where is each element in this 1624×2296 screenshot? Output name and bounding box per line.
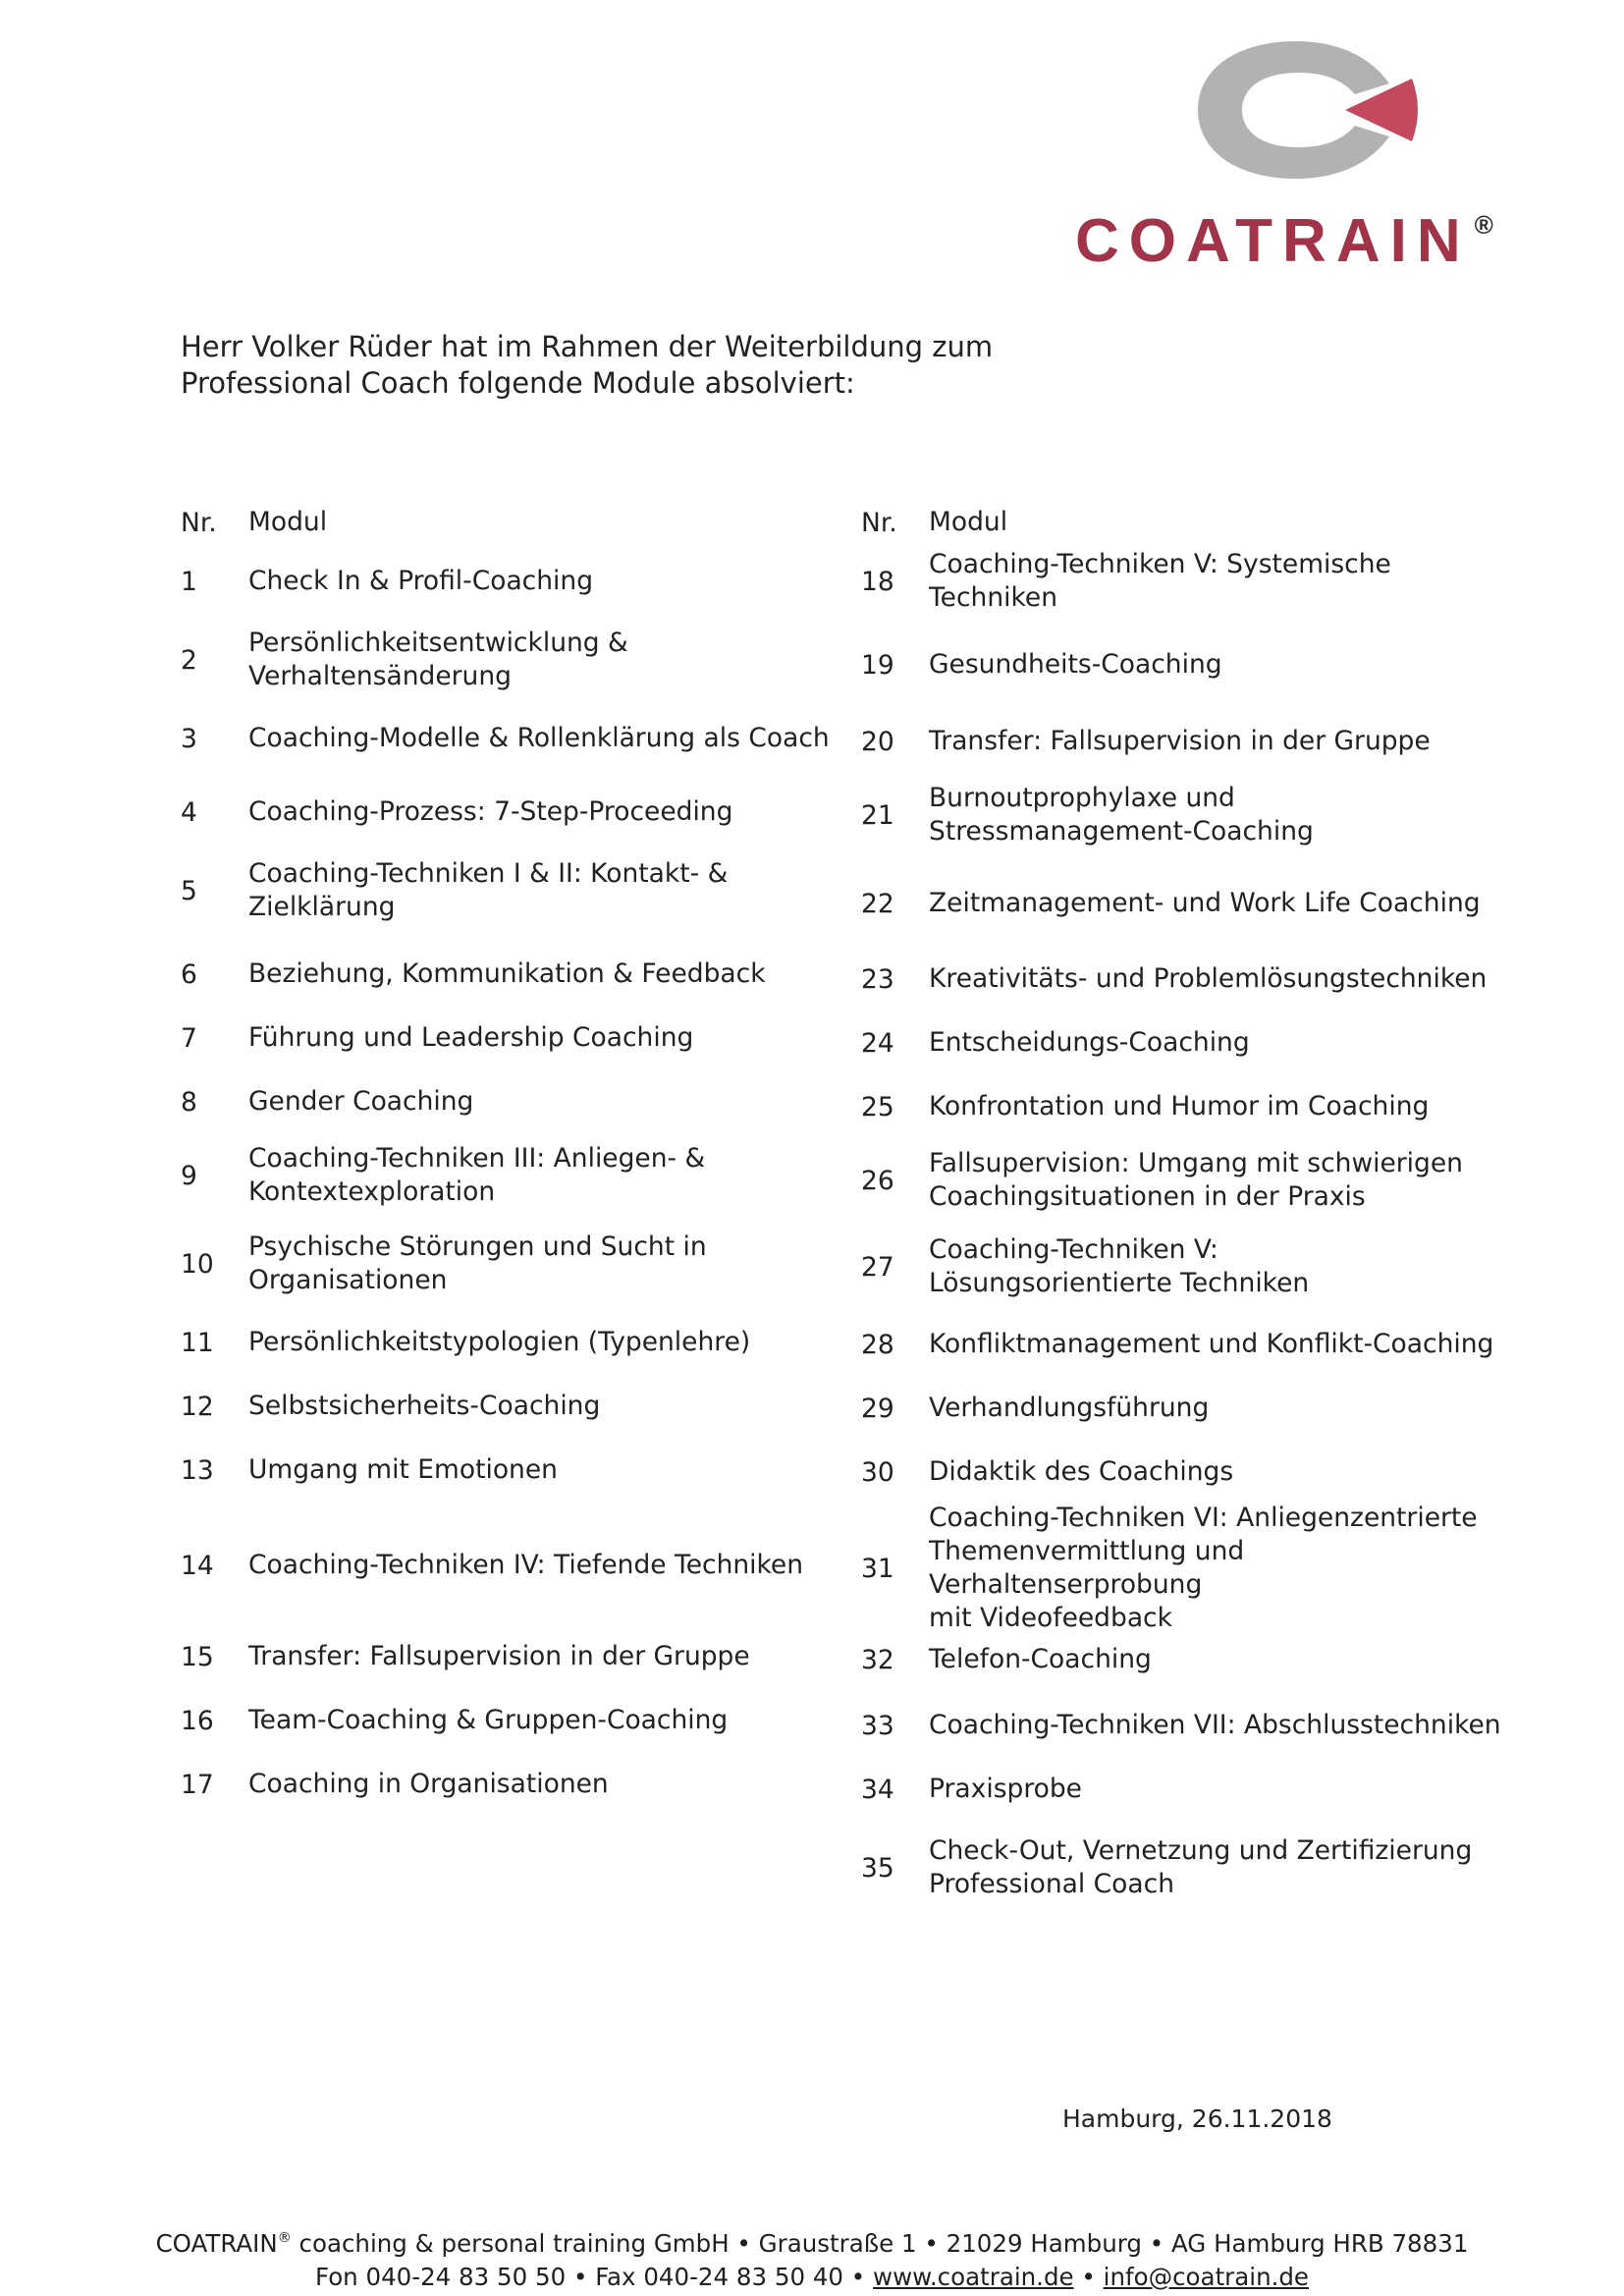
module-number: 14 [181,1550,214,1581]
module-number: 29 [861,1393,894,1424]
module-title [929,782,1509,848]
module-title-line: Fallsupervision: Umgang mit schwierigen [929,1148,1463,1178]
module-title [929,962,1509,996]
table-row [181,1549,848,1582]
module-title [248,1230,848,1297]
header-modul: Modul [248,507,328,537]
module-title-line: Kreativitäts- und Problemlösungstechniken [929,963,1488,994]
module-title [929,1834,1509,1901]
module-number: 27 [861,1251,894,1283]
module-title-line: Zeitmanagement- und Work Life Coaching [929,888,1481,918]
table-row [861,1709,1509,1742]
table-row [181,1326,848,1359]
table-row [181,1768,848,1801]
table-row [861,1643,1509,1676]
table-row [181,1085,848,1119]
table-row [181,1142,848,1209]
table-row [861,782,1509,848]
table-row [181,1390,848,1423]
module-title-line: Praxisprobe [929,1774,1082,1804]
table-row [861,1147,1509,1214]
table-row [181,1453,848,1487]
table-row [181,1021,848,1055]
date-place: Hamburg, 26.11.2018 [1062,2105,1332,2133]
module-title-line: Coaching-Techniken VII: Abschlusstechniken [929,1710,1501,1740]
module-number: 32 [861,1644,894,1675]
module-number: 24 [861,1027,894,1059]
module-title-line: Telefon-Coaching [929,1644,1152,1674]
module-number: 19 [861,649,894,681]
table-row [861,648,1509,682]
table-row [861,1834,1509,1901]
module-title-line: Coaching-Techniken V: [929,1234,1218,1265]
footer-brand: COATRAIN [155,2229,278,2258]
module-title [929,548,1509,615]
logo-wordmark-text: COATRAIN [1075,207,1471,275]
module-title-line: Coaching-Techniken I & II: Kontakt- & [248,858,729,889]
module-number: 8 [181,1086,197,1118]
module-title-line: Gender Coaching [248,1086,474,1117]
module-title-line: Didaktik des Coachings [929,1456,1234,1487]
website-link[interactable]: www.coatrain.de [873,2263,1074,2291]
table-row [861,1773,1509,1806]
module-title-line: Burnoutprophylaxe und [929,783,1235,813]
module-number: 26 [861,1165,894,1196]
module-title [929,1773,1509,1806]
module-title-line: Konfliktmanagement und Konflikt-Coaching [929,1329,1494,1359]
table-row [861,725,1509,758]
module-number: 4 [181,796,197,828]
module-title [929,1392,1509,1425]
table-row [181,957,848,991]
footer-line-2 [0,2261,1624,2294]
module-title-line: Psychische Störungen und Sucht in [248,1231,707,1262]
module-number: 22 [861,888,894,919]
module-number: 33 [861,1710,894,1741]
logo-mark-icon [1188,39,1424,187]
header-nr: Nr. [181,507,217,538]
table-row [181,627,848,693]
module-number: 20 [861,726,894,757]
header-modul: Modul [929,507,1008,537]
table-header [861,503,1509,542]
table-row [861,1233,1509,1300]
footer-company-details: coaching & personal training GmbH • Graustraße 1 • 21029 Hamburg • AG Hamburg HRB 78831 [291,2229,1469,2258]
table-row [181,857,848,924]
module-title [248,795,848,829]
module-title [248,722,848,755]
module-number: 5 [181,875,197,906]
module-number: 3 [181,723,197,754]
module-title-line: Persönlichkeitsentwicklung & [248,628,628,658]
intro-line-2: Professional Coach folgende Module absolviert: [181,366,855,400]
intro-text [181,329,1064,402]
module-title [929,1026,1509,1060]
table-row [861,1090,1509,1123]
table-row [181,1230,848,1297]
table-row [861,1328,1509,1361]
module-title-line: Coaching-Modelle & Rollenklärung als Coach [248,723,830,753]
module-title-line: Transfer: Fallsupervision in der Gruppe [248,1641,750,1671]
module-title [929,1328,1509,1361]
module-title [929,1455,1509,1489]
footer-separator: • [1073,2263,1104,2291]
module-title-line: Kontextexploration [248,1176,496,1207]
module-number: 12 [181,1391,214,1422]
module-title [929,1233,1509,1300]
module-title-line: Coaching-Prozess: 7-Step-Proceeding [248,796,733,827]
logo-wordmark [1075,206,1493,276]
module-title-line: Selbstsicherheits-Coaching [248,1391,601,1421]
table-row [861,549,1509,613]
module-number: 17 [181,1769,214,1800]
module-title-line: Beziehung, Kommunikation & Feedback [248,958,766,989]
module-title [929,887,1509,920]
module-title [248,627,848,693]
module-title [929,1147,1509,1214]
module-number: 13 [181,1454,214,1486]
module-number: 21 [861,799,894,831]
module-number: 1 [181,566,197,597]
module-title-line: Check In & Profil-Coaching [248,566,594,596]
module-title-line: Coaching-Techniken IV: Tiefende Techniken [248,1550,804,1580]
module-title [248,1390,848,1423]
table-row [181,1704,848,1737]
module-title-line: Organisationen [248,1265,448,1295]
module-title-line: Lösungsorientierte Techniken [929,1268,1310,1298]
module-title [929,648,1509,682]
module-title-line: Entscheidungs-Coaching [929,1027,1250,1058]
module-title-line: Themenvermittlung und Verhaltenserprobung [929,1536,1245,1600]
module-number: 34 [861,1774,894,1805]
coatrain-logo [1070,39,1542,275]
email-link[interactable]: info@coatrain.de [1103,2263,1310,2291]
module-title [248,1549,848,1582]
module-number: 35 [861,1852,894,1884]
table-row [861,1392,1509,1425]
module-number: 9 [181,1160,197,1191]
module-title-line: Coaching-Techniken III: Anliegen- & [248,1143,706,1174]
module-number: 30 [861,1456,894,1488]
table-row [861,887,1509,920]
module-number: 6 [181,958,197,990]
footer [0,2221,1624,2294]
module-title [929,1502,1509,1635]
module-title [248,1021,848,1055]
module-title [248,1704,848,1737]
table-row [181,1640,848,1673]
module-title [248,1453,848,1487]
module-title-line: Stressmanagement-Coaching [929,816,1314,847]
module-title [248,857,848,924]
module-title-line: Gesundheits-Coaching [929,649,1222,680]
module-title [248,1326,848,1359]
module-title [929,1709,1509,1742]
module-title-line: Team-Coaching & Gruppen-Coaching [248,1705,729,1735]
module-title-line: Coaching-Techniken V: Systemische Techniken [929,549,1391,613]
table-row [861,962,1509,996]
module-number: 18 [861,566,894,597]
module-title-line: Verhandlungsführung [929,1393,1210,1423]
intro-line-1: Herr Volker Rüder hat im Rahmen der Weiterbildung zum [181,330,994,363]
table-header [181,503,848,542]
logo-registered-mark: ® [1474,210,1493,240]
module-number: 25 [861,1091,894,1122]
table-row [181,565,848,598]
module-number: 16 [181,1705,214,1736]
module-title-line: Professional Coach [929,1869,1175,1899]
table-row [861,1026,1509,1060]
module-number: 31 [861,1553,894,1584]
module-number: 7 [181,1022,197,1054]
module-title [248,957,848,991]
footer-line-1 [0,2221,1624,2261]
module-number: 15 [181,1641,214,1672]
module-title-line: mit Videofeedback [929,1603,1172,1633]
module-title-line: Führung und Leadership Coaching [248,1022,694,1053]
module-title-line: Umgang mit Emotionen [248,1454,558,1485]
header-nr: Nr. [861,507,897,538]
module-title-line: Coaching-Techniken VI: Anliegenzentrierte [929,1503,1478,1533]
module-title-line: Zielklärung [248,892,396,922]
module-title-line: Coaching in Organisationen [248,1769,609,1799]
module-number: 11 [181,1327,214,1358]
footer-registered-mark: ® [277,2230,292,2246]
module-title [248,1768,848,1801]
module-title-line: Persönlichkeitstypologien (Typenlehre) [248,1327,751,1357]
module-title-line: Check-Out, Vernetzung und Zertifizierung [929,1835,1473,1866]
module-number: 28 [861,1329,894,1360]
module-title-line: Transfer: Fallsupervision in der Gruppe [929,726,1431,756]
module-title [929,725,1509,758]
module-number: 23 [861,963,894,995]
module-number: 2 [181,644,197,676]
module-title [248,1085,848,1119]
footer-phone-fax: Fon 040-24 83 50 50 • Fax 040-24 83 50 40 • [314,2263,874,2291]
module-title [248,1640,848,1673]
module-number: 10 [181,1248,214,1280]
table-row [181,722,848,755]
module-title [248,1142,848,1209]
table-row [861,1503,1509,1633]
module-title [929,1090,1509,1123]
module-title [929,1643,1509,1676]
module-title-line: Verhaltensänderung [248,661,512,691]
table-row [181,795,848,829]
module-title-line: Konfrontation und Humor im Coaching [929,1091,1430,1121]
table-row [861,1455,1509,1489]
module-title-line: Coachingsituationen in der Praxis [929,1181,1366,1212]
module-title [248,565,848,598]
